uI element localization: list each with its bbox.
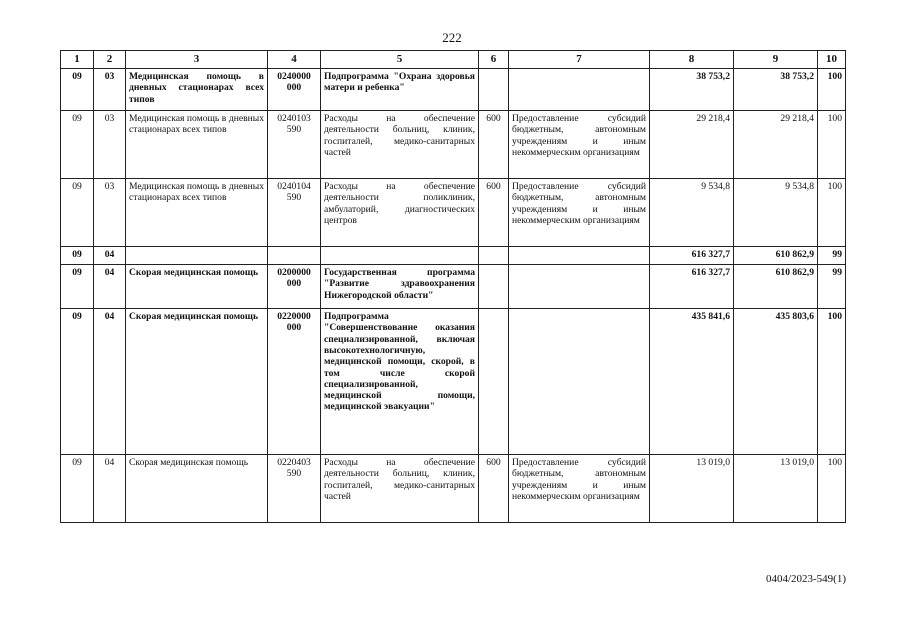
cell-col-6	[479, 68, 509, 110]
cell-col-3: Медицинская помощь в дневных стационарах всех типов	[126, 110, 268, 178]
document-code: 0404/2023-549(1)	[765, 573, 846, 585]
cell-col-4: 0220000 000	[268, 308, 321, 454]
cell-col-1: 09	[61, 110, 94, 178]
cell-col-1: 09	[61, 246, 94, 264]
cell-col-4: 0240103 590	[268, 110, 321, 178]
table-row	[61, 454, 846, 522]
column-header: 6	[479, 51, 509, 69]
column-header: 2	[94, 51, 126, 69]
cell-col-10: 99	[818, 246, 846, 264]
cell-col-3: Скорая медицинская помощь	[126, 264, 268, 308]
cell-col-10: 100	[818, 454, 846, 522]
cell-col-9: 610 862,9	[734, 264, 818, 308]
cell-col-4: 0240000 000	[268, 68, 321, 110]
cell-col-8: 616 327,7	[650, 246, 734, 264]
cell-col-1: 09	[61, 178, 94, 246]
cell-col-4: 0240104 590	[268, 178, 321, 246]
cell-col-7	[509, 68, 650, 110]
cell-col-6: 600	[479, 110, 509, 178]
table-row	[61, 308, 846, 454]
cell-col-8: 435 841,6	[650, 308, 734, 454]
cell-col-1: 09	[61, 264, 94, 308]
table-row	[61, 246, 846, 264]
cell-col-7: Предоставление субсидий бюджетным, автономным учреждениям и иным некоммерческим организациям	[509, 110, 650, 178]
cell-col-7	[509, 308, 650, 454]
cell-col-9: 9 534,8	[734, 178, 818, 246]
cell-col-10: 99	[818, 264, 846, 308]
cell-col-2: 03	[94, 68, 126, 110]
table-row	[61, 110, 846, 178]
cell-col-8: 13 019,0	[650, 454, 734, 522]
column-header: 7	[509, 51, 650, 69]
cell-col-9: 610 862,9	[734, 246, 818, 264]
table-row	[61, 68, 846, 110]
cell-col-10: 100	[818, 308, 846, 454]
cell-col-10: 100	[818, 68, 846, 110]
cell-col-9: 38 753,2	[734, 68, 818, 110]
cell-col-5	[321, 246, 479, 264]
page-number: 222	[442, 30, 462, 45]
cell-col-7	[509, 264, 650, 308]
cell-col-8: 38 753,2	[650, 68, 734, 110]
cell-col-4: 0200000 000	[268, 264, 321, 308]
cell-col-9: 29 218,4	[734, 110, 818, 178]
cell-col-3: Медицинская помощь в дневных стационарах всех типов	[126, 178, 268, 246]
header-row	[61, 51, 846, 69]
cell-col-3	[126, 246, 268, 264]
cell-col-2: 04	[94, 264, 126, 308]
cell-col-1: 09	[61, 454, 94, 522]
cell-col-9: 435 803,6	[734, 308, 818, 454]
table-row	[61, 178, 846, 246]
column-header: 10	[818, 51, 846, 69]
cell-col-1: 09	[61, 68, 94, 110]
column-header: 1	[61, 51, 94, 69]
column-header: 8	[650, 51, 734, 69]
cell-col-8: 616 327,7	[650, 264, 734, 308]
cell-col-2: 03	[94, 178, 126, 246]
cell-col-9: 13 019,0	[734, 454, 818, 522]
cell-col-5: Расходы на обеспечение деятельности больниц, клиник, госпиталей, медико-санитарных частей	[321, 110, 479, 178]
cell-col-7	[509, 246, 650, 264]
budget-table	[60, 50, 846, 523]
cell-col-5: Расходы на обеспечение деятельности поликлиник, амбулаторий, диагностических центров	[321, 178, 479, 246]
cell-col-7: Предоставление субсидий бюджетным, автономным учреждениям и иным некоммерческим организациям	[509, 454, 650, 522]
cell-col-8: 29 218,4	[650, 110, 734, 178]
cell-col-2: 04	[94, 246, 126, 264]
cell-col-5: Подпрограмма "Совершенствование оказания специализированной, включая высокотехнологичную, медицинской помощи, скорой, в том числе скорой специализированной, медицинской помощи, медицинской эвакуации"	[321, 308, 479, 454]
cell-col-3: Скорая медицинская помощь	[126, 454, 268, 522]
cell-col-3: Скорая медицинская помощь	[126, 308, 268, 454]
cell-col-1: 09	[61, 308, 94, 454]
cell-col-10: 100	[818, 178, 846, 246]
cell-col-5: Подпрограмма "Охрана здоровья матери и ребенка"	[321, 68, 479, 110]
column-header: 5	[321, 51, 479, 69]
cell-col-10: 100	[818, 110, 846, 178]
cell-col-2: 04	[94, 308, 126, 454]
cell-col-6: 600	[479, 178, 509, 246]
cell-col-6	[479, 246, 509, 264]
cell-col-6	[479, 308, 509, 454]
cell-col-6	[479, 264, 509, 308]
cell-col-2: 03	[94, 110, 126, 178]
column-header: 4	[268, 51, 321, 69]
cell-col-3: Медицинская помощь в дневных стационарах всех типов	[126, 68, 268, 110]
column-header: 9	[734, 51, 818, 69]
cell-col-7: Предоставление субсидий бюджетным, автономным учреждениям и иным некоммерческим организациям	[509, 178, 650, 246]
column-header: 3	[126, 51, 268, 69]
table-row	[61, 264, 846, 308]
cell-col-4: 0220403 590	[268, 454, 321, 522]
cell-col-8: 9 534,8	[650, 178, 734, 246]
cell-col-5: Государственная программа "Развитие здравоохранения Нижегородской области"	[321, 264, 479, 308]
cell-col-4	[268, 246, 321, 264]
cell-col-5: Расходы на обеспечение деятельности больниц, клиник, госпиталей, медико-санитарных частей	[321, 454, 479, 522]
cell-col-6: 600	[479, 454, 509, 522]
cell-col-2: 04	[94, 454, 126, 522]
